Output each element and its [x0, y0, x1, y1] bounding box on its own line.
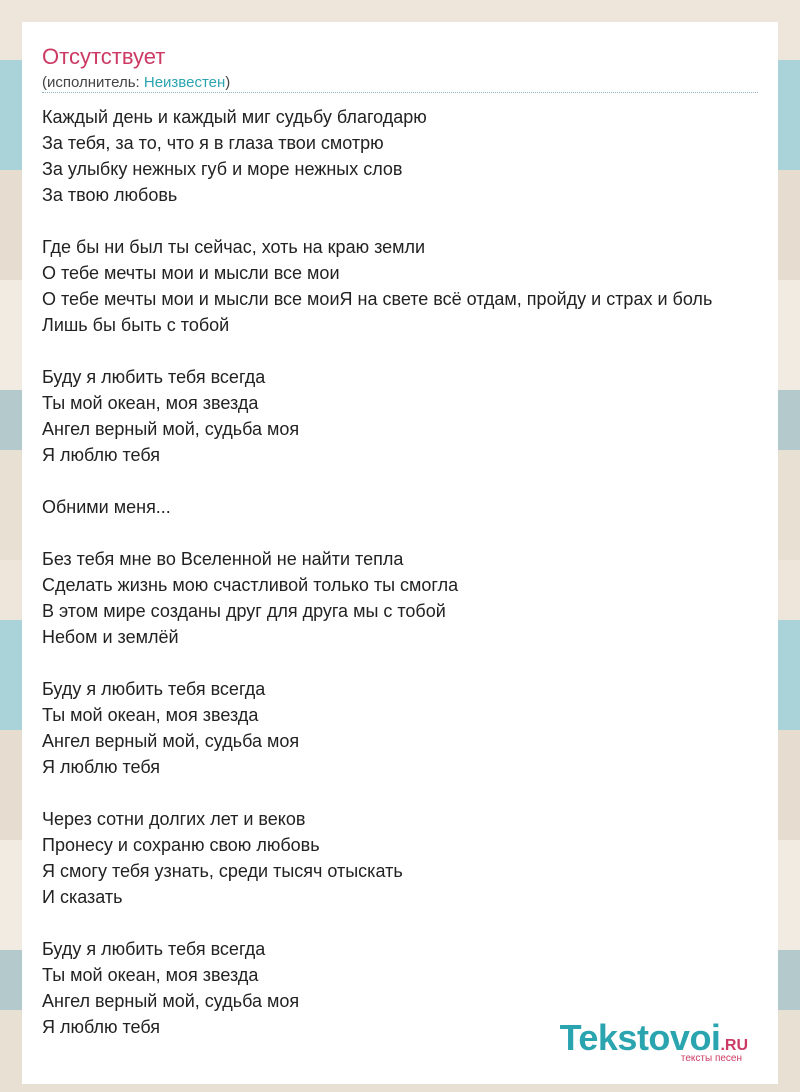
- lyric-line: Небом и землёй: [42, 627, 179, 647]
- lyrics-card: [22, 22, 778, 1084]
- lyric-line: Где бы ни был ты сейчас, хоть на краю земли: [42, 237, 426, 257]
- lyric-line: В этом мире созданы друг для друга мы с тобой: [42, 601, 446, 621]
- artist-prefix: (исполнитель:: [42, 74, 144, 91]
- lyric-line: О тебе мечты мои и мысли все моиЯ на свете всё отдам, пройду и страх и боль: [42, 289, 713, 309]
- logo-tagline: тексты песен: [680, 1053, 742, 1064]
- lyric-line: Каждый день и каждый миг судьбу благодарю: [42, 107, 427, 127]
- lyric-line: Без тебя мне во Вселенной не найти тепла: [42, 549, 404, 569]
- lyric-line: За улыбку нежных губ и море нежных слов: [42, 159, 403, 179]
- lyric-line: Ты мой океан, моя звезда: [42, 705, 259, 725]
- lyric-line: Сделать жизнь мою счастливой только ты смогла: [42, 575, 459, 595]
- lyric-line: Я люблю тебя: [42, 757, 161, 777]
- site-logo[interactable]: [560, 1017, 748, 1064]
- lyrics-stanza: [42, 494, 800, 520]
- lyrics-body: [42, 104, 800, 1066]
- lyric-line: Через сотни долгих лет и веков: [42, 809, 306, 829]
- lyric-line: Я смогу тебя узнать, среди тысяч отыскать: [42, 861, 403, 881]
- lyrics-stanza: [42, 364, 800, 468]
- lyrics-stanza: [42, 676, 800, 780]
- lyric-line: Ангел верный мой, судьба моя: [42, 991, 300, 1011]
- lyric-line: Ты мой океан, моя звезда: [42, 393, 259, 413]
- lyric-line: Лишь бы быть с тобой: [42, 315, 230, 335]
- lyric-line: Буду я любить тебя всегда: [42, 367, 266, 387]
- lyric-line: Ангел верный мой, судьба моя: [42, 731, 300, 751]
- lyrics-stanza: [42, 546, 800, 650]
- song-title: Отсутствует: [42, 44, 166, 69]
- lyrics-stanza: [42, 806, 800, 910]
- artist-suffix: ): [225, 74, 231, 91]
- artist-line: [42, 74, 230, 91]
- lyric-line: Пронесу и сохраню свою любовь: [42, 835, 320, 855]
- lyric-line: Обними меня...: [42, 497, 171, 517]
- lyric-line: Я люблю тебя: [42, 1017, 161, 1037]
- lyric-line: Ты мой океан, моя звезда: [42, 965, 259, 985]
- lyrics-stanza: [42, 104, 800, 208]
- lyric-line: Буду я любить тебя всегда: [42, 939, 266, 959]
- lyrics-stanza: [42, 234, 800, 338]
- artist-link[interactable]: Неизвестен: [143, 74, 226, 91]
- lyric-line: О тебе мечты мои и мысли все мои: [42, 263, 340, 283]
- lyric-line: И сказать: [42, 887, 123, 907]
- lyric-line: За тебя, за то, что я в глаза твои смотрю: [42, 133, 384, 153]
- lyric-line: Буду я любить тебя всегда: [42, 679, 266, 699]
- title-divider: [42, 92, 758, 93]
- logo-name: Tekstovoi: [559, 1017, 721, 1058]
- lyric-line: Ангел верный мой, судьба моя: [42, 419, 300, 439]
- logo-tld: .RU: [720, 1037, 748, 1054]
- lyric-line: За твою любовь: [42, 185, 178, 205]
- lyric-line: Я люблю тебя: [42, 445, 161, 465]
